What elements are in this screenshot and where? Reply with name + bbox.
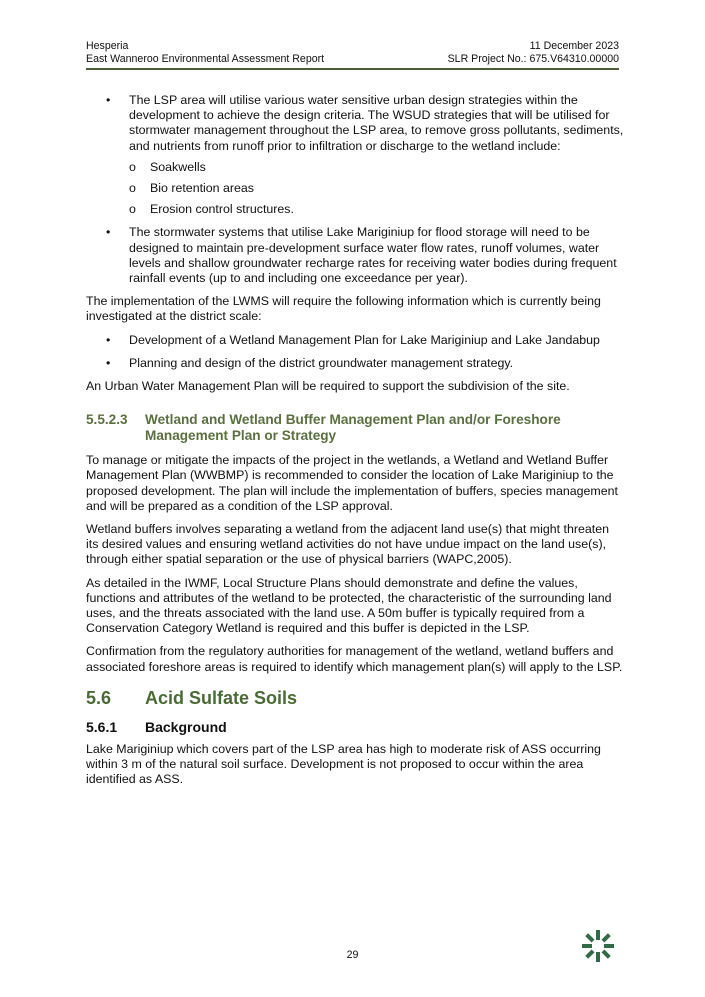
list-item-text: The stormwater systems that utilise Lake Mariginiup for flood storage will need to be designed to maintain pre-development surface water flow rates, runoff volumes, water levels and shallow groundwater recharge rates for receiving water bodies during frequent rainfall events (up to and including one exceedance per year). [129, 225, 617, 286]
header-report-title: East Wanneroo Environmental Assessment Report [86, 53, 325, 65]
header-divider [86, 68, 619, 70]
section-number: 5.6.1 [86, 718, 118, 735]
uwmp-paragraph: An Urban Water Management Plan will be required to support the subdivision of the site. [86, 379, 570, 394]
wsud-bullet-list [86, 93, 624, 286]
list-item [86, 93, 624, 217]
bullet-icon: • [106, 93, 111, 107]
sub-list-item [129, 160, 624, 175]
section-heading-5-6-1 [86, 719, 624, 736]
header-date: 11 December 2023 [529, 40, 619, 52]
section-title: Acid Sulfate Soils [145, 687, 298, 708]
list-item-text: The LSP area will utilise various water sensitive urban design strategies within the development to achieve the design criteria. The WSUD strategies that will be utilised for stormwater management throughout the LSP area, to remove gross pollutants, sediments, and nutrients from runoff prior to infiltration or discharge to the wetland include: [129, 93, 624, 153]
sub-list-item [129, 202, 624, 217]
bullet-icon: • [106, 355, 111, 370]
slr-logo-icon [580, 928, 616, 964]
section-heading-5-6 [86, 687, 624, 709]
sub-bullet-icon: o [129, 181, 136, 196]
section-title: Wetland and Wetland Buffer Management Plan and/or Foreshore Management Plan or Strategy [145, 412, 561, 444]
list-item [86, 225, 624, 286]
lwms-paragraph: The implementation of the LWMS will require the following information which is currently being investigated at the district scale: [86, 294, 601, 324]
section-number: 5.5.2.3 [86, 412, 128, 428]
sub-bullet-icon: o [129, 159, 136, 174]
sub-list-item [129, 181, 624, 196]
page-number: 29 [346, 949, 359, 961]
bullet-icon: • [106, 332, 111, 347]
section-paragraph: Wetland buffers involves separating a wetland from the adjacent land use(s) that might threaten its desired values and ensuring wetland activities do not have undue impact on the land use(s), through either spatial separation or the use of physical barriers (WAPC,2005). [86, 522, 610, 567]
section-paragraph: Confirmation from the regulatory authorities for management of the wetland, wetland buffers and associated foreshore areas is required to identify which management plan(s) will apply to the LSP. [86, 644, 623, 674]
sub-list-item-text: Soakwells [150, 159, 206, 174]
page-header [86, 40, 619, 66]
section-number: 5.6 [86, 687, 112, 708]
page-body [86, 93, 624, 796]
sub-list-item-text: Erosion control structures. [150, 202, 294, 217]
sub-bullet-icon: o [129, 202, 136, 217]
list-item-text: Planning and design of the district groundwater management strategy. [129, 355, 514, 370]
sub-list-item-text: Bio retention areas [150, 181, 255, 196]
header-project-no: SLR Project No.: 675.V64310.00000 [447, 53, 619, 65]
section-paragraph: As detailed in the IWMF, Local Structure Plans should demonstrate and define the values, functions and attributes of the wetland to be protected, the characteristic of the surrounding land uses, and the threats associated with the land use. A 50m buffer is typically required from a Conservation Category Wetland is required and this buffer is depicted in the LSP. [86, 575, 612, 636]
bullet-icon: • [106, 225, 111, 240]
list-item-text: Development of a Wetland Management Plan for Lake Mariginiup and Lake Jandabup [129, 332, 600, 347]
section-heading-5-5-2-3 [86, 412, 624, 444]
sub-bullet-list [129, 160, 624, 218]
section-paragraph: To manage or mitigate the impacts of the project in the wetlands, a Wetland and Wetland Buffer Management Plan (WWBMP) is recommended to consider the location of Lake Mariginiup to the proposed development. The plan will include the implementation of buffers, species management and will be prepared as a condition of the LSP approval. [86, 453, 618, 513]
list-item [86, 333, 624, 348]
lwms-bullet-list [86, 333, 624, 371]
list-item [86, 356, 624, 371]
section-paragraph: Lake Mariginiup which covers part of the LSP area has high to moderate risk of ASS occurring within 3 m of the natural soil surface. Development is not proposed to occur within the area identified as ASS. [86, 741, 601, 787]
section-title: Background [145, 718, 227, 735]
header-client: Hesperia [86, 40, 129, 52]
